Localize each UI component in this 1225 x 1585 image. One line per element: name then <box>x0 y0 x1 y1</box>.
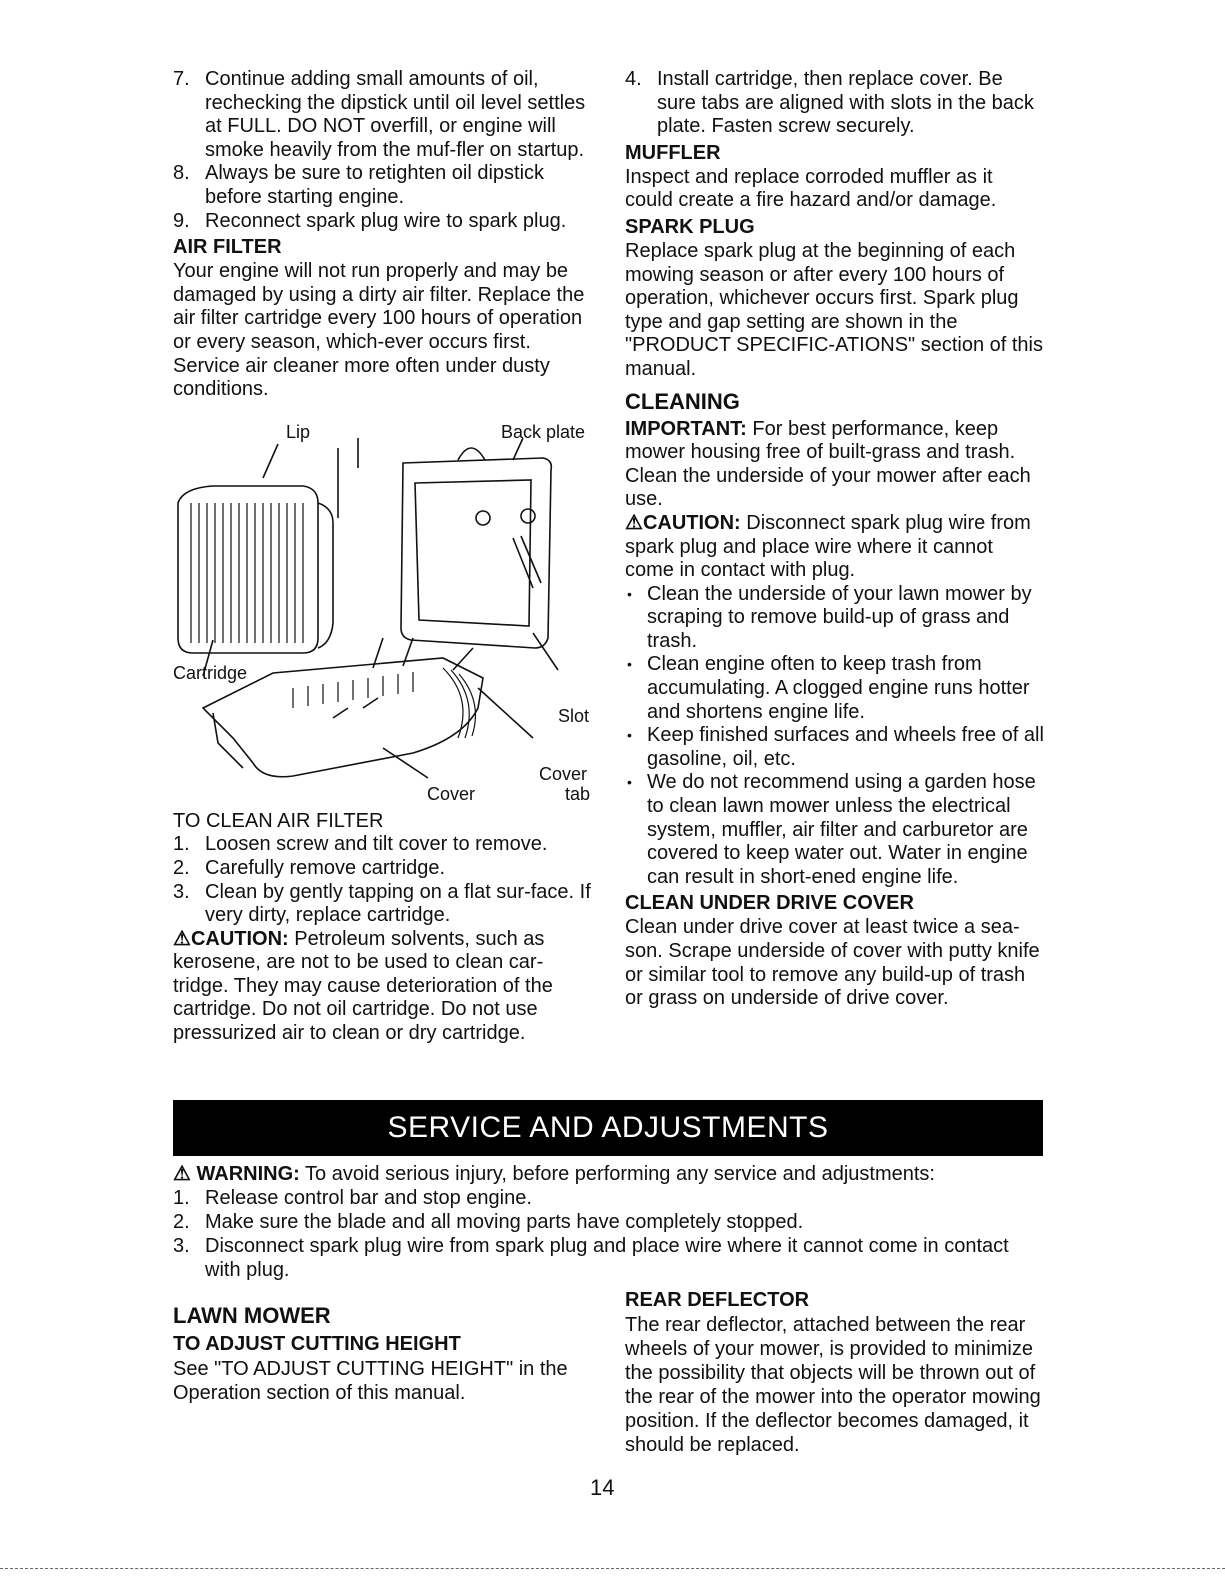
list-item: • Clean engine often to keep trash from accumulating. A clogged engine runs hotter and shortens engine life. <box>627 653 1030 723</box>
caution-paragraph <box>173 928 598 1046</box>
cutting-height-heading: TO ADJUST CUTTING HEIGHT <box>173 1333 461 1355</box>
important-paragraph: IMPORTANT: For best performance, keep mower housing free of built-grass and trash. Clean the underside of your mower after each use. <box>625 417 1031 511</box>
air-filter-illustration <box>173 408 598 798</box>
label-back-plate: Back plate <box>501 421 586 442</box>
cutting-height-text: See "TO ADJUST CUTTING HEIGHT" in the Operation section of this manual. <box>173 1358 568 1404</box>
label-lip: Lip <box>286 421 311 442</box>
clean-air-filter-heading: TO CLEAN AIR FILTER <box>173 809 384 832</box>
list-item: 2. Make sure the blade and all moving parts have completely stopped. <box>173 1211 804 1233</box>
label-cover-tab-line1: Cover <box>539 763 588 784</box>
service-warning-block <box>173 1162 1045 1282</box>
caution-paragraph: ⚠CAUTION: Disconnect spark plug wire from spark plug and place wire where it cannot come in contact with plug. <box>625 511 1031 582</box>
important-label: IMPORTANT: <box>625 417 747 440</box>
cleaning-heading: CLEANING <box>625 388 740 414</box>
label-slot: Slot <box>558 705 590 726</box>
list-item: 1. Loosen screw and tilt cover to remove. <box>173 833 548 856</box>
banner-title: SERVICE AND ADJUSTMENTS <box>387 1111 829 1144</box>
caution-label: CAUTION: <box>642 511 741 534</box>
install-step-list <box>625 68 1045 139</box>
drive-cover-text: Clean under drive cover at least twice a sea-son. Scrape underside of cover with putty knife or similar tool to remove any build-up of trash or grass on underside of drive cover. <box>625 916 1040 1010</box>
air-filter-diagram <box>173 408 598 804</box>
page-number: 14 <box>590 1475 615 1500</box>
bullet-icon: • <box>627 656 632 673</box>
rear-deflector-text: The rear deflector, attached between the rear wheels of your mower, is provided to minimize the possibility that objects will be thrown out of the rear of the mower into the operator mowing position. If the deflector becomes damaged, it should be replaced. <box>625 1314 1041 1456</box>
service-steps-list <box>173 1186 1045 1282</box>
list-item: 8. Always be sure to retighten oil dipstick before starting engine. <box>173 162 545 208</box>
cleaning-bullets <box>625 583 1045 890</box>
list-item: • Clean the underside of your lawn mower by scraping to remove build-up of grass and trash. <box>627 582 1032 652</box>
list-item: 1. Release control bar and stop engine. <box>173 1187 532 1209</box>
air-filter-heading: AIR FILTER <box>173 236 282 259</box>
list-item: • Keep finished surfaces and wheels free of all gasoline, oil, etc. <box>627 724 1044 770</box>
list-item: • We do not recommend using a garden hose to clean lawn mower unless the electrical system, muffler, air filter and carburetor are covered to keep water out. Water in engine can result in short-ened engine life. <box>627 771 1036 888</box>
lawn-mower-section <box>173 1296 593 1405</box>
drive-cover-heading: CLEAN UNDER DRIVE COVER <box>625 892 914 915</box>
oil-steps-list <box>173 68 598 233</box>
bullet-icon: • <box>627 727 632 744</box>
list-item: 2. Carefully remove cartridge. <box>173 856 446 879</box>
rear-deflector-section <box>625 1286 1045 1457</box>
right-column <box>625 68 1045 1011</box>
warning-icon: ⚠ <box>173 927 191 950</box>
spark-plug-text: Replace spark plug at the beginning of each mowing season or after every 100 hours of operation, whichever occurs first. Spark plug type and gap setting are shown in the "PRODUCT SPECIFIC-ATIONS" section of this manual. <box>625 239 1043 380</box>
muffler-text: Inspect and replace corroded muffler as it could create a fire hazard and/or damage. <box>625 165 997 212</box>
label-cartridge: Cartridge <box>173 662 248 683</box>
warning-icon: ⚠ <box>173 1163 197 1185</box>
section-banner <box>173 1100 1043 1156</box>
warning-icon: ⚠ <box>625 511 643 534</box>
list-item: 3. Clean by gently tapping on a flat sur-face. If very dirty, replace cartridge. <box>173 880 591 927</box>
clean-steps-list <box>173 833 598 927</box>
muffler-heading: MUFFLER <box>625 141 721 164</box>
caution-text: Petroleum solvents, such as kerosene, are not to be used to clean car-tridge. They may cause deterioration of the cartridge. Do not oil cartridge. Do not use pressurized air to clean or dry cartridge. <box>173 927 553 1045</box>
warning-label: WARNING: <box>196 1163 300 1185</box>
bullet-icon: • <box>627 585 632 602</box>
bottom-divider <box>0 1568 1225 1569</box>
label-cover: Cover <box>427 783 476 804</box>
list-item: 9. Reconnect spark plug wire to spark plug. <box>173 209 567 232</box>
rear-deflector-heading: REAR DEFLECTOR <box>625 1289 810 1311</box>
list-item: 7. Continue adding small amounts of oil, rechecking the dipstick until oil level settles at FULL. DO NOT overfill, or engine will smoke heavily from the muf-fler on startup. <box>173 68 586 161</box>
warning-paragraph: ⚠ WARNING: To avoid serious injury, before performing any service and adjustments: <box>173 1163 935 1185</box>
caution-label: CAUTION: <box>190 927 289 950</box>
spark-plug-heading: SPARK PLUG <box>625 215 755 238</box>
lawn-mower-heading: LAWN MOWER <box>173 1303 331 1328</box>
air-filter-text: Your engine will not run properly and may be damaged by using a dirty air filter. Replace the air filter cartridge every 100 hours of operation or every season, which-ever occurs first. Service air cleaner more often under dusty conditions. <box>173 260 585 401</box>
left-column <box>173 68 598 1046</box>
list-item: 4. Install cartridge, then replace cover. Be sure tabs are aligned with slots in the back plate. Fasten screw securely. <box>625 68 1034 138</box>
label-cover-tab-line2: tab <box>565 783 591 804</box>
bullet-icon: • <box>627 774 632 791</box>
list-item: 3. Disconnect spark plug wire from spark plug and place wire where it cannot come in contact with plug. <box>173 1235 1009 1281</box>
